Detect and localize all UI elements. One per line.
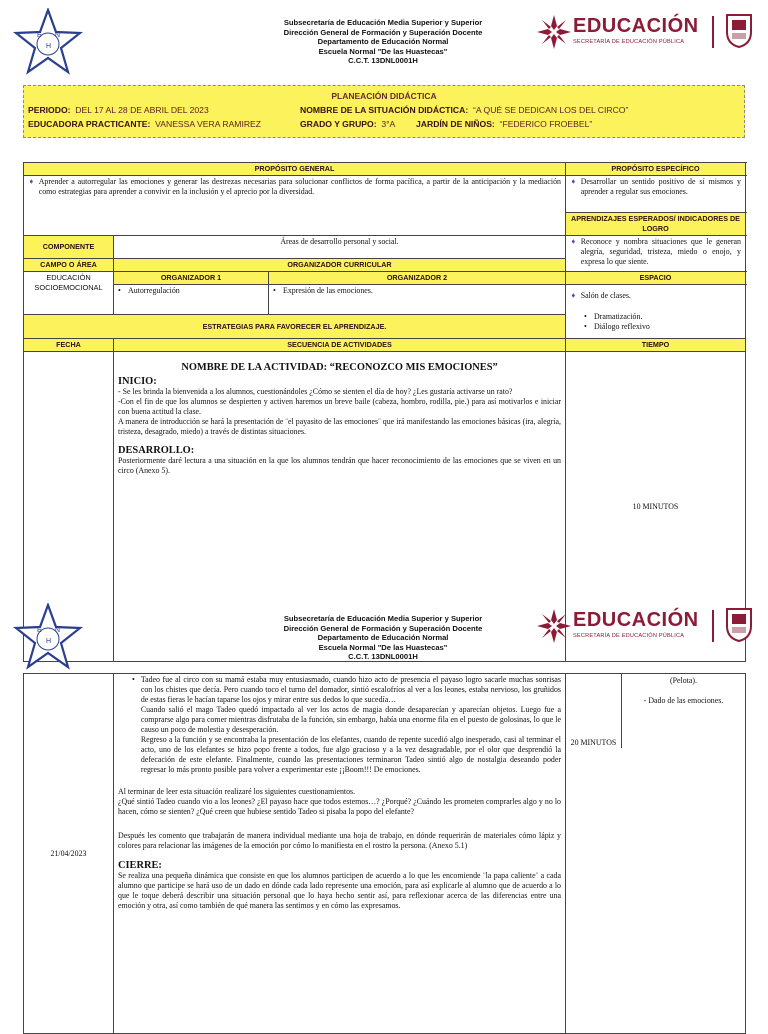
espacio-text: Salón de clases. bbox=[580, 291, 631, 300]
secuencia-header: SECUENCIA DE ACTIVIDADES bbox=[114, 339, 566, 352]
header-line-4: Escuela Normal "De las Huastecas" bbox=[318, 46, 448, 56]
proposito-general-text: Aprender a autorregular las emociones y generar las destrezas necesarias para solucionar conflictos de forma pacífica, a partir de la anticipación y la mediación como estrategias para aprender a convivir en la inclusión y el aprecio por la diversidad. bbox=[38, 177, 561, 196]
logo-letter-h: H bbox=[46, 43, 52, 50]
bullet-dot-icon: • bbox=[118, 286, 121, 295]
institution-header-2 bbox=[230, 614, 536, 662]
header-line-1: Subsecretaría de Educación Media Superior y Superior bbox=[283, 614, 483, 623]
logo-letter-e: E bbox=[37, 32, 42, 39]
brand-title: EDUCACIÓN bbox=[573, 609, 699, 631]
divider bbox=[712, 610, 714, 642]
proposito-general-header: PROPÓSITO GENERAL bbox=[24, 163, 566, 176]
espacio-header: ESPACIO bbox=[566, 272, 746, 285]
org2-header: ORGANIZADOR 2 bbox=[269, 272, 566, 285]
inicio-heading: INICIO: bbox=[118, 376, 157, 387]
logo-letter-n: N bbox=[55, 627, 61, 634]
tiempo-cell: 10 MINUTOS bbox=[566, 352, 746, 662]
header-line-3: Departamento de Educación Normal bbox=[317, 37, 449, 47]
aprendizajes-text: Reconoce y nombra situaciones que le generan alegría, seguridad, tristeza, miedo o enojo, y expresa lo que siente. bbox=[580, 237, 741, 266]
header-line-2: Dirección General de Formación y Superación Docente bbox=[283, 623, 483, 633]
bullet-dot-icon: • bbox=[584, 312, 587, 321]
story-paragraph-3: Regreso a la función y se encontraba la presentación de los elefantes, cuando de repente sucedió algo inesperado, casi al terminar el acto, uno de los elefantes se hizo popo frente a todos, fue algo gracioso y a la vez desagradable, por el olor que desprendió la defecación de este elefante. Finalmente, cuando las presentaciones terminaron Tadeo sintió algo de nostalgia deseando poder regresar lo más pronto posible para volver a experimentar este ¡¡Boom!!! De emociones. bbox=[140, 735, 561, 774]
arrow-bullet-icon: ➧ bbox=[570, 177, 577, 186]
desarrollo-paragraph-1: Posteriormente daré lectura a una situación en la que los alumnos tendrán que hacer reconocimiento de las emociones que se viven en un circo (Anexo 5). bbox=[118, 456, 561, 475]
recurso-pelota: (Pelota). bbox=[670, 676, 697, 685]
bullet-dot-icon: • bbox=[132, 675, 135, 684]
situacion-value: “A QUÉ SE DEDICAN LOS DEL CIRCO” bbox=[473, 105, 629, 115]
grado-value: 3°A bbox=[381, 119, 396, 129]
logo-letter-n: N bbox=[55, 32, 61, 39]
arrow-bullet-icon: ➧ bbox=[570, 237, 577, 246]
fecha-value: 21/04/2023 bbox=[24, 674, 114, 1034]
planning-table bbox=[23, 162, 746, 662]
right-columns bbox=[566, 674, 746, 1034]
proposito-general-cell bbox=[24, 176, 566, 236]
cierre-heading: CIERRE: bbox=[118, 860, 162, 871]
arrow-bullet-icon: ➧ bbox=[570, 291, 577, 300]
inicio-paragraph-1: - Se les brinda la bienvenida a los alumnos, cuestionándoles ¿Cómo se sienten el día de hoy? ¿Les gustaría activarse un rato? bbox=[118, 387, 513, 396]
state-shield-icon bbox=[724, 606, 754, 642]
secuencia-cell-2 bbox=[114, 674, 566, 1034]
cierre-text: Se realiza una pequeña dinámica que consiste en que los alumnos participen de acuerdo a lo que les encomiende ¨la papa caliente¨ a cada alumno que participe se hará uso de un dado en dónde cada lado represente una emoción, para así explicarle al alumno que de acuerdo a lo que le toque deberá describir una situación personal que lo haya hecho sentir así, para reflexionar acerca de las diferencias entre una emoción y otra, así como también de qué manera las sentimos y en cómo las expresamos. bbox=[118, 871, 561, 910]
brand-title: EDUCACIÓN bbox=[573, 15, 699, 37]
org2-cell bbox=[269, 285, 566, 315]
org1-text: Autorregulación bbox=[128, 286, 180, 295]
jardin-label: JARDÍN DE NIÑOS: bbox=[416, 119, 495, 129]
recurso-dado: - Dado de las emociones. bbox=[643, 696, 724, 705]
header-line-2: Dirección General de Formación y Superación Docente bbox=[283, 27, 483, 37]
tiempo-cell-2: 20 MINUTOS bbox=[566, 674, 622, 748]
story-paragraph-2: Cuando salió el mago Tadeo quedó impactado al ver los actos de magia donde desaparecían y aparecían objetos. Luego fue a comprarse algo para comer mientras disfrutaba de la función, sin embargo, había una enorme fila en el puesto de golosinas, lo que le causo un poco de molestia y desesperación. bbox=[140, 705, 561, 734]
inicio-paragraph-2: -Con el fin de que los alumnos se despierten y activen haremos un breve baile (cabeza, hombro, rodilla, pie.) para así motivarlos e iniciar con buena actitud la clase. bbox=[118, 397, 561, 416]
header-line-5: C.C.T. 13DNL0001H bbox=[348, 652, 418, 662]
divider bbox=[712, 16, 714, 48]
bullet-dot-icon: • bbox=[584, 322, 587, 331]
brand-subtitle: SECRETARÍA DE EDUCACIÓN PÚBLICA bbox=[573, 633, 685, 639]
sep-logo-2 bbox=[534, 606, 766, 658]
tiempo-header: TIEMPO bbox=[566, 339, 746, 352]
fecha-header: FECHA bbox=[24, 339, 114, 352]
inicio-paragraph-3: A manera de introducción se hará la presentación de ¨el payasito de las emociones¨ que irá manifestando las emociones básicas (ira, alegría, tristeza, desagrado, miedo) a través de distintas situaciones. bbox=[118, 417, 561, 436]
educadora-value: VANESSA VERA RAMIREZ bbox=[155, 119, 262, 129]
planning-title: PLANEACIÓN DIDÁCTICA bbox=[331, 91, 437, 101]
bullet-dot-icon: • bbox=[273, 286, 276, 295]
proposito-especifico-cell bbox=[566, 176, 746, 213]
planning-box bbox=[23, 85, 745, 138]
proposito-especifico-text: Desarrollar un sentido positivo de sí mismos y aprender a regular sus emociones. bbox=[580, 177, 741, 196]
estrategia-1: Dramatización. bbox=[594, 312, 643, 321]
state-shield-icon bbox=[724, 12, 754, 48]
situacion-row bbox=[300, 105, 628, 115]
grado-row bbox=[300, 119, 395, 129]
periodo-row bbox=[28, 105, 209, 115]
campo-text: EDUCACIÓN SOCIOEMOCIONAL bbox=[24, 272, 114, 315]
componente-text: Áreas de desarrollo personal y social. bbox=[114, 236, 566, 259]
proposito-especifico-header: PROPÓSITO ESPECÍFICO bbox=[566, 163, 746, 176]
periodo-label: PERIODO: bbox=[28, 105, 71, 115]
brand-subtitle: SECRETARÍA DE EDUCACIÓN PÚBLICA bbox=[573, 39, 685, 45]
estrategias-header: ESTRATEGIAS PARA FAVORECER EL APRENDIZAJE. bbox=[24, 315, 566, 339]
header-line-3: Departamento de Educación Normal bbox=[317, 633, 449, 643]
grado-label: GRADO Y GRUPO: bbox=[300, 119, 377, 129]
desarrollo-heading: DESARROLLO: bbox=[118, 445, 195, 456]
logo-letter-e: E bbox=[37, 627, 42, 634]
org1-header: ORGANIZADOR 1 bbox=[114, 272, 269, 285]
espacio-cell bbox=[566, 285, 746, 339]
estrategia-2: Diálogo reflexivo bbox=[594, 322, 650, 331]
situacion-label: NOMBRE DE LA SITUACIÓN DIDÁCTICA: bbox=[300, 105, 469, 115]
flower-icon bbox=[536, 608, 572, 644]
logo-letter-h: H bbox=[46, 638, 52, 645]
school-logo-2 bbox=[13, 603, 83, 676]
jardin-row bbox=[416, 119, 592, 129]
arrow-bullet-icon: ➧ bbox=[28, 177, 35, 186]
org1-cell bbox=[114, 285, 269, 315]
periodo-value: DEL 17 AL 28 DE ABRIL DEL 2023 bbox=[75, 105, 209, 115]
header-line-5: C.C.T. 13DNL0001H bbox=[348, 56, 418, 66]
flower-icon bbox=[536, 14, 572, 50]
jardin-value: “FEDERICO FROEBEL” bbox=[499, 119, 593, 129]
educadora-row bbox=[28, 119, 261, 129]
activity-table-continued bbox=[23, 673, 746, 1034]
school-logo bbox=[13, 8, 83, 81]
header-line-4: Escuela Normal "De las Huastecas" bbox=[318, 642, 448, 652]
org2-text: Expresión de las emociones. bbox=[283, 286, 373, 295]
campo-header: CAMPO O ÁREA bbox=[24, 259, 114, 272]
educadora-label: EDUCADORA PRACTICANTE: bbox=[28, 119, 151, 129]
recursos-cell-2 bbox=[622, 674, 745, 748]
aprendizajes-header: APRENDIZAJES ESPERADOS/ INDICADORES DE LOGRO bbox=[566, 213, 746, 236]
componente-header: COMPONENTE bbox=[24, 236, 114, 259]
activity-title: NOMBRE DE LA ACTIVIDAD: “RECONOZCO MIS EMOCIONES” bbox=[181, 362, 498, 373]
worksheet-text: Después les comento que trabajarán de manera individual mediante una hoja de trabajo, en dónde requerirán de materiales cómo lápiz y colores para relacionar las imágenes de la emoción por cómo lo manifiesta en el rostro la persona. (Anexo 5.1) bbox=[118, 831, 561, 850]
story-paragraph-1: Tadeo fue al circo con su mamá estaba muy entusiasmado, cuando hizo acto de presencia el payaso logro sacarle muchas sonrisas con los chistes que decía. Pero cuando toco el turno del domador, sintió escalofríos al ver a los leones, estaba nervioso, los gruñidos de estas fieras le hacían taparse los ojos y mirar entre sus dedos lo que sucedía… bbox=[140, 675, 561, 704]
aprendizajes-cell bbox=[566, 236, 746, 272]
questions-intro: Al terminar de leer esta situación realizaré los siguientes cuestionamientos. bbox=[118, 787, 356, 796]
sep-logo bbox=[534, 12, 766, 64]
institution-header bbox=[230, 18, 536, 66]
header-line-1: Subsecretaría de Educación Media Superior y Superior bbox=[283, 18, 483, 27]
questions-text: ¿Qué sintió Tadeo cuando vio a los leones? ¿El payaso hace que todos estemos…? ¿Porqué? ¿Cuándo les prometen comprarles algo y no lo hacen, cómo se sienten? ¿Qué creen que hubiese sentido Tadeo si pisaba la popo del elefante? bbox=[118, 797, 561, 816]
organizador-header: ORGANIZADOR CURRICULAR bbox=[114, 259, 566, 272]
